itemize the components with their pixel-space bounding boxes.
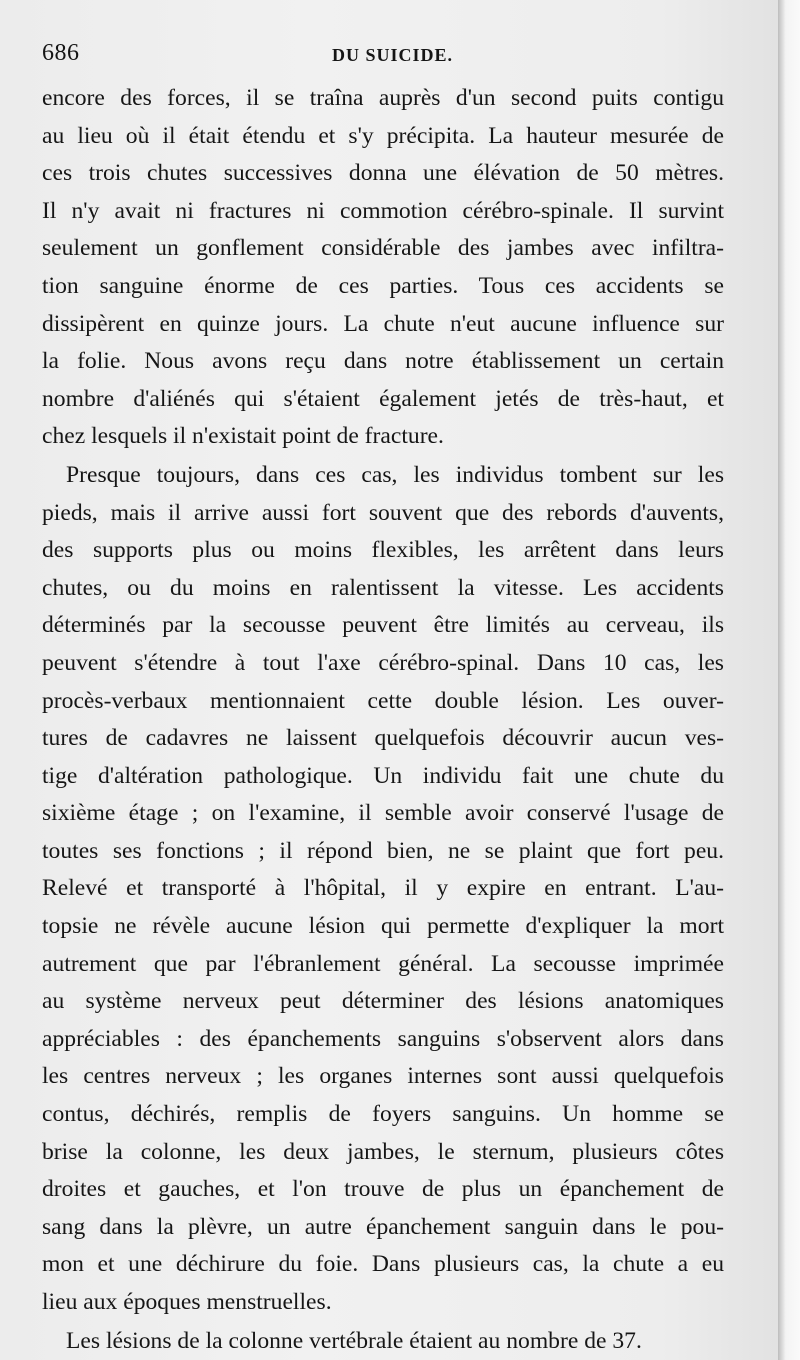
text-line: pieds, mais il arrive aussi fort souvent que des rebords d'auvents, (42, 499, 724, 526)
text-line: Il n'y avait ni fractures ni commotion cérébro-spinale. Il survint (42, 197, 724, 224)
text-line: procès-verbaux mentionnaient cette double lésion. Les ouver- (42, 687, 724, 714)
text-line: autrement que par l'ébranlement général. La secousse imprimée (42, 950, 724, 977)
paragraph-last-line: lieu aux époques menstruelles. (42, 1289, 332, 1315)
text-line: tige d'altération pathologique. Un individu fait une chute du (42, 762, 724, 789)
text-line: tion sanguine énorme de ces parties. Tous ces accidents se (42, 272, 724, 299)
page-number: 686 (42, 40, 80, 66)
text-line: au lieu où il était étendu et s'y précipita. La hauteur mesurée de (42, 122, 724, 149)
text-line: mon et une déchirure du foie. Dans plusieurs cas, la chute a eu (42, 1251, 724, 1278)
text-line: au système nerveux peut déterminer des lésions anatomiques (42, 988, 724, 1015)
text-line: dissipèrent en quinze jours. La chute n'eut aucune influence sur (42, 310, 724, 337)
text-line: sang dans la plèvre, un autre épanchement sanguin dans le pou- (42, 1213, 724, 1240)
text-line: les centres nerveux ; les organes internes sont aussi quelquefois (42, 1063, 724, 1090)
text-line: Relevé et transporté à l'hôpital, il y expire en entrant. L'au- (42, 875, 724, 902)
text-line: peuvent s'étendre à tout l'axe cérébro-spinal. Dans 10 cas, les (42, 649, 724, 676)
text-line: contus, déchirés, remplis de foyers sanguins. Un homme se (42, 1101, 724, 1128)
body-text (42, 80, 724, 1360)
running-title: DU SUICIDE. (332, 45, 454, 65)
text-line: seulement un gonflement considérable des jambes avec infiltra- (42, 235, 724, 262)
text-line: encore des forces, il se traîna auprès d'un second puits contigu (42, 85, 724, 111)
text-line: droites et gauches, et l'on trouve de plus un épanchement de (42, 1176, 724, 1203)
text-line: sixième étage ; on l'examine, il semble avoir conservé l'usage de (42, 800, 724, 827)
page-header (42, 40, 742, 74)
text-line: appréciables : des épanchements sanguins s'observent alors dans (42, 1025, 724, 1052)
paragraph-first-line: Presque toujours, dans ces cas, les individus tombent sur les (66, 461, 724, 488)
paragraph-last-line: chez lesquels il n'existait point de fracture. (42, 423, 444, 450)
text-line: des supports plus ou moins flexibles, les arrêtent dans leurs (42, 537, 724, 564)
text-line: tures de cadavres ne laissent quelquefois découvrir aucun ves- (42, 725, 724, 752)
text-line: toutes ses fonctions ; il répond bien, ne se plaint que fort peu. (42, 837, 724, 864)
text-line: déterminés par la secousse peuvent être limités au cerveau, ils (42, 612, 724, 639)
paragraph-first-line: Les lésions de la colonne vertébrale étaient au nombre de 37. (66, 1327, 642, 1354)
text-line: nombre d'aliénés qui s'étaient également jetés de très-haut, et (42, 385, 724, 412)
page-edge (778, 0, 800, 1360)
text-line: ces trois chutes successives donna une élévation de 50 mètres. (42, 160, 724, 187)
text-line: la folie. Nous avons reçu dans notre établissement un certain (42, 348, 724, 375)
text-line: brise la colonne, les deux jambes, le sternum, plusieurs côtes (42, 1138, 724, 1165)
text-line: chutes, ou du moins en ralentissent la vitesse. Les accidents (42, 574, 724, 601)
text-line: topsie ne révèle aucune lésion qui permette d'expliquer la mort (42, 913, 724, 940)
